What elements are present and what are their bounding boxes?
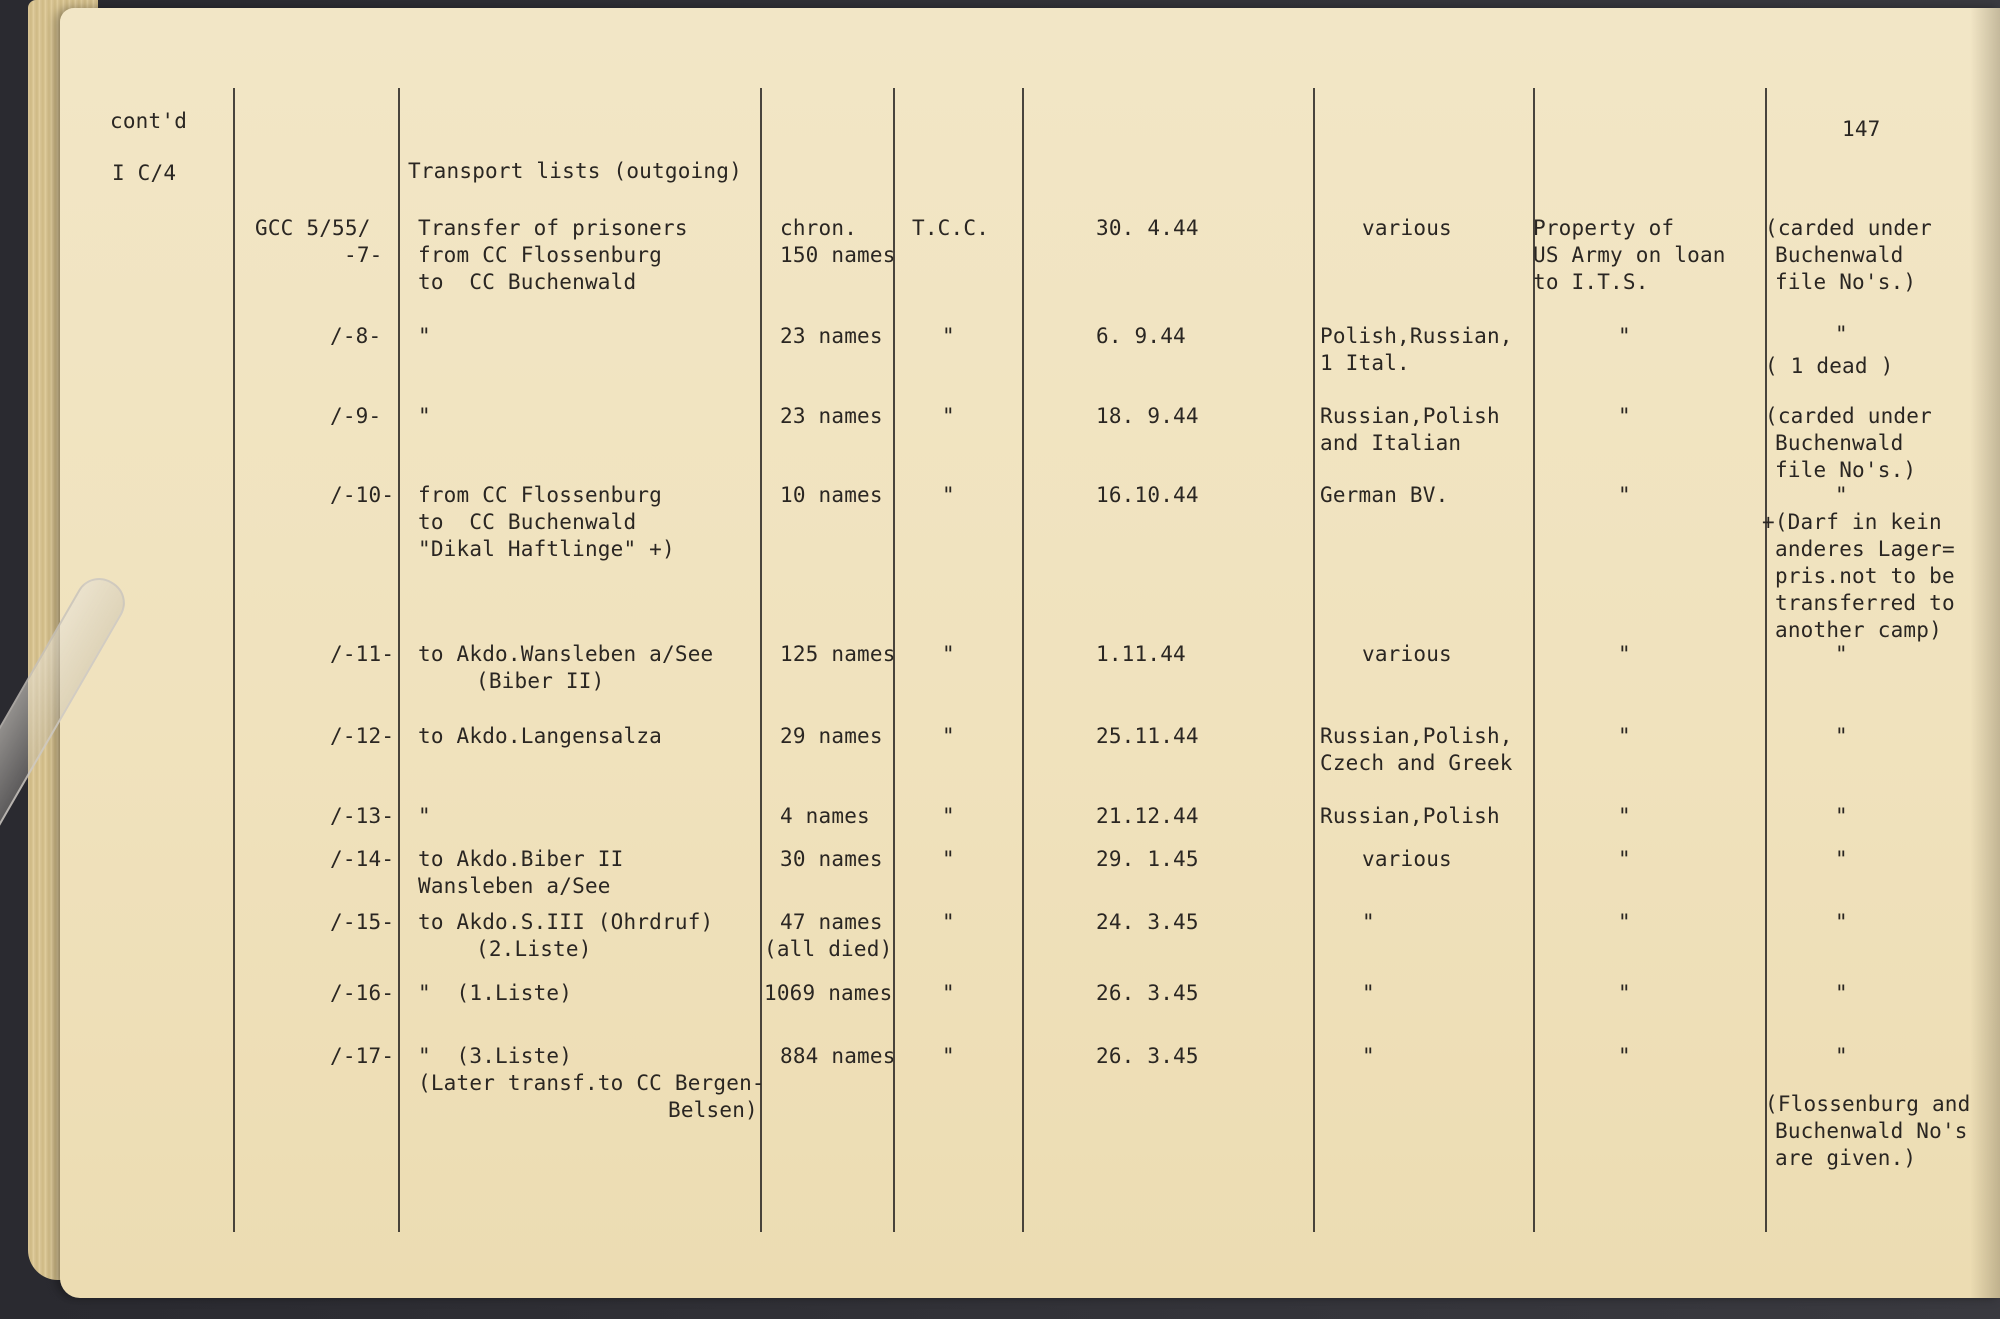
contd-label: cont'd [110,109,188,133]
entry-remark: Buchenwald [1775,431,1904,455]
entry-description: to CC Buchenwald [418,270,637,294]
entry-number: /-11- [330,642,395,666]
entry-date: 6. 9.44 [1096,324,1186,348]
entry-tcc: " [942,483,955,507]
entry-remark: file No's.) [1775,270,1917,294]
entry-remark: (carded under [1765,404,1932,428]
entry-description: (Biber II) [476,669,605,693]
entry-nationality: " [1362,910,1375,934]
entry-number: /-13- [330,804,395,828]
entry-names-count: 10 names [780,483,883,507]
entry-nationality: 1 Ital. [1320,351,1410,375]
entry-remark: " [1835,1044,1848,1068]
entry-property: " [1618,804,1631,828]
entry-nationality: Polish,Russian, [1320,324,1513,348]
entry-tcc: " [942,910,955,934]
entry-property: Property of [1533,216,1675,240]
entry-names-count: 47 names [780,910,883,934]
entry-number: -7- [344,243,383,267]
entry-description: (Later transf.to CC Bergen- [418,1071,765,1095]
entry-property: " [1618,847,1631,871]
entry-date: 18. 9.44 [1096,404,1199,428]
entry-date: 16.10.44 [1096,483,1199,507]
entry-date: 25.11.44 [1096,724,1199,748]
column-rule [1022,88,1024,1232]
entry-tcc: " [942,1044,955,1068]
entry-remark: +(Darf in kein [1762,510,1942,534]
entry-description: " [418,804,431,828]
entry-remark: ( 1 dead ) [1765,354,1894,378]
entry-nationality: Czech and Greek [1320,751,1513,775]
entry-number: /-16- [330,981,395,1005]
entry-remark: another camp) [1775,618,1942,642]
entry-number: /-9- [330,404,382,428]
entry-remark: " [1835,981,1848,1005]
entry-tcc: " [942,724,955,748]
entry-date: 21.12.44 [1096,804,1199,828]
entry-tcc: " [942,324,955,348]
entry-names-count: 125 names [780,642,896,666]
entry-tcc: T.C.C. [912,216,990,240]
page-number: 147 [1842,117,1881,141]
entry-description: to Akdo.S.III (Ohrdruf) [418,910,714,934]
entry-tcc: " [942,404,955,428]
entry-description: " (1.Liste) [418,981,573,1005]
entry-tcc: " [942,981,955,1005]
entry-names-count: 30 names [780,847,883,871]
entry-description: Transfer of prisoners [418,216,688,240]
entry-nationality: German BV. [1320,483,1449,507]
entry-property: " [1618,1044,1631,1068]
entry-property: " [1618,483,1631,507]
entry-number: /-10- [330,483,395,507]
entry-description: from CC Flossenburg [418,483,663,507]
entry-description: "Dikal Haftlinge" +) [418,537,675,561]
entry-property: " [1618,981,1631,1005]
column-rule [1313,88,1315,1232]
entry-remark: (Flossenburg and [1765,1092,1971,1116]
reference-code: GCC 5/55/ [255,216,371,240]
column-rule [760,88,762,1232]
entry-description: Wansleben a/See [418,874,611,898]
entry-description: " [418,324,431,348]
entry-number: /-14- [330,847,395,871]
entry-date: 26. 3.45 [1096,1044,1199,1068]
entry-tcc: " [942,804,955,828]
entry-property: to I.T.S. [1533,270,1649,294]
entry-remark: are given.) [1775,1146,1917,1170]
entry-names-count: 884 names [780,1044,896,1068]
entry-description: Belsen) [668,1098,758,1122]
entry-date: 29. 1.45 [1096,847,1199,871]
column-rule [233,88,235,1232]
entry-names-count: 23 names [780,404,883,428]
entry-remark: " [1835,642,1848,666]
entry-names-count: 150 names [780,243,896,267]
entry-property: " [1618,724,1631,748]
entry-description: from CC Flossenburg [418,243,663,267]
entry-remark: " [1835,483,1848,507]
entry-nationality: various [1362,216,1452,240]
entry-property: " [1618,910,1631,934]
entry-remark: (carded under [1765,216,1932,240]
entry-remark: " [1835,804,1848,828]
entry-property: " [1618,404,1631,428]
entry-nationality: Russian,Polish [1320,804,1500,828]
subtitle: Transport lists (outgoing) [408,159,742,183]
entry-remark: pris.not to be [1775,564,1955,588]
entry-description: to Akdo.Biber II [418,847,624,871]
entry-property: " [1618,642,1631,666]
entry-nationality: Russian,Polish, [1320,724,1513,748]
entry-description: to CC Buchenwald [418,510,637,534]
entry-nationality: Russian,Polish [1320,404,1500,428]
entry-nationality: various [1362,642,1452,666]
entry-names-count: chron. [780,216,858,240]
entry-remark: " [1835,910,1848,934]
entry-names-count: 29 names [780,724,883,748]
column-rule [398,88,400,1232]
entry-number: /-15- [330,910,395,934]
entry-date: 1.11.44 [1096,642,1186,666]
entry-remark: " [1835,724,1848,748]
entry-date: 26. 3.45 [1096,981,1199,1005]
entry-tcc: " [942,642,955,666]
entry-nationality: and Italian [1320,431,1462,455]
entry-remark: " [1835,322,1848,346]
entry-number: /-17- [330,1044,395,1068]
entry-names-count: 23 names [780,324,883,348]
entry-names-count: 4 names [780,804,870,828]
entry-remark: transferred to [1775,591,1955,615]
entry-names-count: 1069 names [764,981,893,1005]
entry-names-count: (all died) [764,937,893,961]
entry-remark: file No's.) [1775,458,1917,482]
entry-description: (2.Liste) [476,937,592,961]
column-rule [1765,88,1767,1232]
entry-nationality: " [1362,981,1375,1005]
entry-remark: " [1835,847,1848,871]
entry-number: /-12- [330,724,395,748]
entry-property: US Army on loan [1533,243,1726,267]
entry-description: " (3.Liste) [418,1044,573,1068]
entry-remark: Buchenwald No's [1775,1119,1968,1143]
entry-remark: anderes Lager= [1775,537,1955,561]
entry-date: 30. 4.44 [1096,216,1199,240]
entry-description: " [418,404,431,428]
entry-nationality: " [1362,1044,1375,1068]
entry-description: to Akdo.Langensalza [418,724,663,748]
entry-description: to Akdo.Wansleben a/See [418,642,714,666]
entry-date: 24. 3.45 [1096,910,1199,934]
entry-number: /-8- [330,324,382,348]
entry-remark: Buchenwald [1775,243,1904,267]
entry-nationality: various [1362,847,1452,871]
entry-property: " [1618,324,1631,348]
entry-tcc: " [942,847,955,871]
section-label: I C/4 [112,161,177,185]
